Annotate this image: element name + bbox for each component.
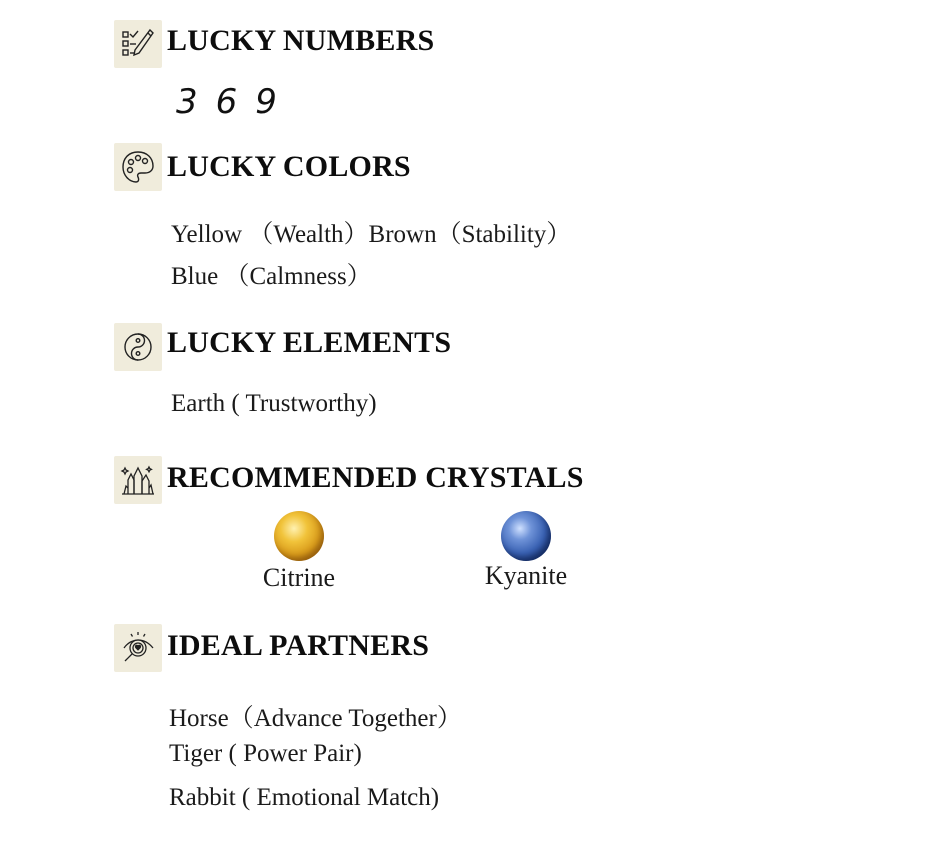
- partner-line: Tiger ( Power Pair): [169, 740, 362, 767]
- lucky-numbers-heading: LUCKY NUMBERS: [167, 24, 435, 57]
- lucky-colors-line: Blue （Calmness）: [171, 263, 372, 290]
- lucky-elements-line: Earth ( Trustworthy): [171, 390, 377, 417]
- yin-yang-icon: [120, 329, 156, 365]
- kyanite-image: [501, 511, 551, 561]
- crystal-item-citrine: [229, 511, 369, 593]
- partners-heading: IDEAL PARTNERS: [167, 629, 430, 662]
- lucky-colors-icon-box: [114, 143, 162, 191]
- checklist-pencil-icon: [120, 26, 156, 62]
- partners-icon-box: [114, 624, 162, 672]
- crystal-name: Citrine: [262, 563, 336, 592]
- crystal-item-kyanite: [456, 511, 596, 591]
- lucky-numbers-values: [176, 82, 295, 122]
- lucky-elements-heading: LUCKY ELEMENTS: [167, 326, 452, 359]
- crystals-heading: RECOMMENDED CRYSTALS: [167, 461, 584, 494]
- lucky-numbers-icon-box: [114, 20, 162, 68]
- crystals-icon-box: [114, 456, 162, 504]
- citrine-image: [274, 511, 324, 561]
- lucky-colors-heading: LUCKY COLORS: [167, 150, 411, 183]
- lucky-number: 3: [176, 82, 200, 122]
- crystal-cluster-icon: [120, 462, 156, 498]
- lucky-number: 9: [255, 82, 279, 122]
- partner-line: Horse（Advance Together）: [169, 705, 462, 732]
- lucky-colors-line: Yellow （Wealth）Brown（Stability）: [171, 221, 572, 248]
- partner-line: Rabbit ( Emotional Match): [169, 784, 440, 811]
- crystal-name: Kyanite: [484, 561, 568, 590]
- palette-icon: [120, 149, 156, 185]
- magnifier-heart-icon: [120, 630, 156, 666]
- lucky-number: 6: [215, 82, 240, 122]
- lucky-elements-icon-box: [114, 323, 162, 371]
